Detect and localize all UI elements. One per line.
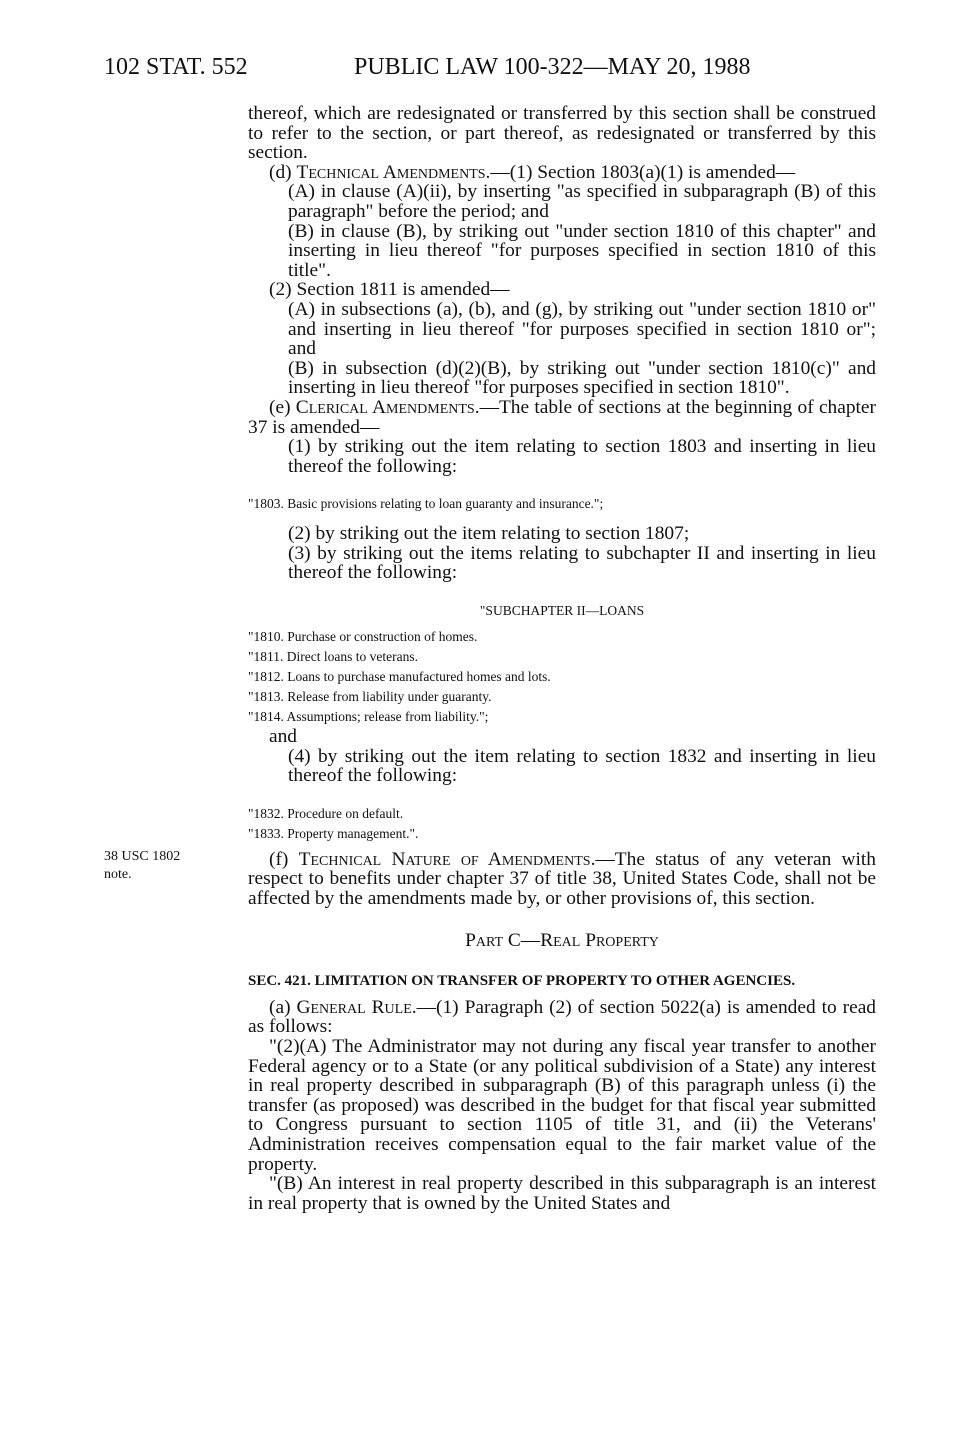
subsection-d-2: (2) Section 1811 is amended—	[269, 279, 510, 301]
subsection-e-4: (4) by striking out the item relating to section 1832 and inserting in lieu thereof the following:	[288, 745, 876, 787]
margin-note-citation: 38 USC 1802	[104, 849, 181, 864]
subsection-d-2B: (B) in subsection (d)(2)(B), by striking out "under section 1810(c)" and inserting in lieu thereof "for purposes specified in section 1810".	[288, 357, 876, 399]
subsection-d-2A: (A) in subsections (a), (b), and (g), by striking out "under section 1810 or" and inserting in lieu thereof "for purposes specified in section 1810 or"; and	[288, 298, 876, 360]
subsection-d-B: (B) in clause (B), by striking out "under section 1810 of this chapter" and inserting in lieu thereof "for purposes specified in section 1810 of this title".	[288, 220, 876, 281]
subsection-e-2: (2) by striking out the item relating to section 1807;	[288, 523, 690, 545]
page-header	[104, 54, 884, 94]
subsection-e-heading: Clerical Amendments	[295, 396, 475, 418]
table-item: "1810. Purchase or construction of homes.	[248, 629, 478, 645]
margin-note	[104, 848, 180, 884]
subsection-a: (a) General Rule.—(1) Paragraph (2) of section 5022(a) is amended to read as follows:	[248, 996, 877, 1038]
subsection-e-3: (3) by striking out the items relating to subchapter II and inserting in lieu thereof the following:	[288, 542, 876, 584]
subsection-f-heading: Technical Nature of Amendments	[298, 848, 591, 870]
table-item: "1813. Release from liability under guaranty.	[248, 689, 492, 705]
subsection-d-heading: Technical Amendments	[296, 161, 486, 183]
table-item: "1814. Assumptions; release from liability.";	[248, 709, 489, 725]
document-body	[248, 104, 876, 1213]
margin-note-label: note.	[104, 867, 132, 882]
subsection-e-1: (1) by striking out the item relating to section 1803 and inserting in lieu thereof the following:	[288, 436, 876, 477]
table-item-1803: "1803. Basic provisions relating to loan guaranty and insurance.";	[248, 496, 604, 512]
quoted-paragraph-B: "(B) An interest in real property described in this subparagraph is an interest in real property that is owned by the United States and	[248, 1173, 876, 1214]
subsection-d-A: (A) in clause (A)(ii), by inserting "as specified in subparagraph (B) of this paragraph" before the period; and	[288, 181, 876, 222]
public-law-title: PUBLIC LAW 100-322—MAY 20, 1988	[354, 54, 751, 80]
quoted-paragraph-2A: "(2)(A) The Administrator may not during any fiscal year transfer to another Federal agency or to a State (or any political subdivision of a State) any interest in real property described in subparagraph (B) of this paragraph unless (i) the transfer (as proposed) was described in the budget for that fiscal year submitted to Congress pursuant to section 1105 of title 31, and (ii) the Veterans' Administration receives compensation equal to the fair market value of the property.	[248, 1036, 876, 1175]
subsection-d: (d) Technical Amendments.—(1) Section 1803(a)(1) is amended—	[269, 161, 796, 183]
table-item: "1811. Direct loans to veterans.	[248, 649, 418, 665]
conjunction-and: and	[269, 726, 297, 748]
section-heading: SEC. 421. LIMITATION ON TRANSFER OF PROPERTY TO OTHER AGENCIES.	[248, 973, 796, 990]
stat-page-number: 102 STAT. 552	[104, 54, 248, 80]
subsection-e: (e) Clerical Amendments.—The table of sections at the beginning of chapter 37 is amended—	[248, 396, 876, 438]
subsection-a-heading: General Rule	[296, 996, 412, 1018]
table-item: "1833. Property management.".	[248, 825, 419, 841]
part-heading: Part C—Real Property	[465, 929, 659, 951]
paragraph-continuation: thereof, which are redesignated or transferred by this section shall be construed to refer to the section, or part thereof, as redesignated or transferred by this section.	[248, 103, 876, 164]
subchapter-heading: "SUBCHAPTER II—LOANS	[479, 603, 645, 619]
subsection-f: (f) Technical Nature of Amendments.—The status of any veteran with respect to benefits under chapter 37 of title 38, United States Code, shall not be affected by the amendments made by, or other provisions of, this section.	[248, 848, 876, 910]
table-item: "1832. Procedure on default.	[248, 805, 404, 821]
table-item: "1812. Loans to purchase manufactured homes and lots.	[248, 669, 551, 685]
